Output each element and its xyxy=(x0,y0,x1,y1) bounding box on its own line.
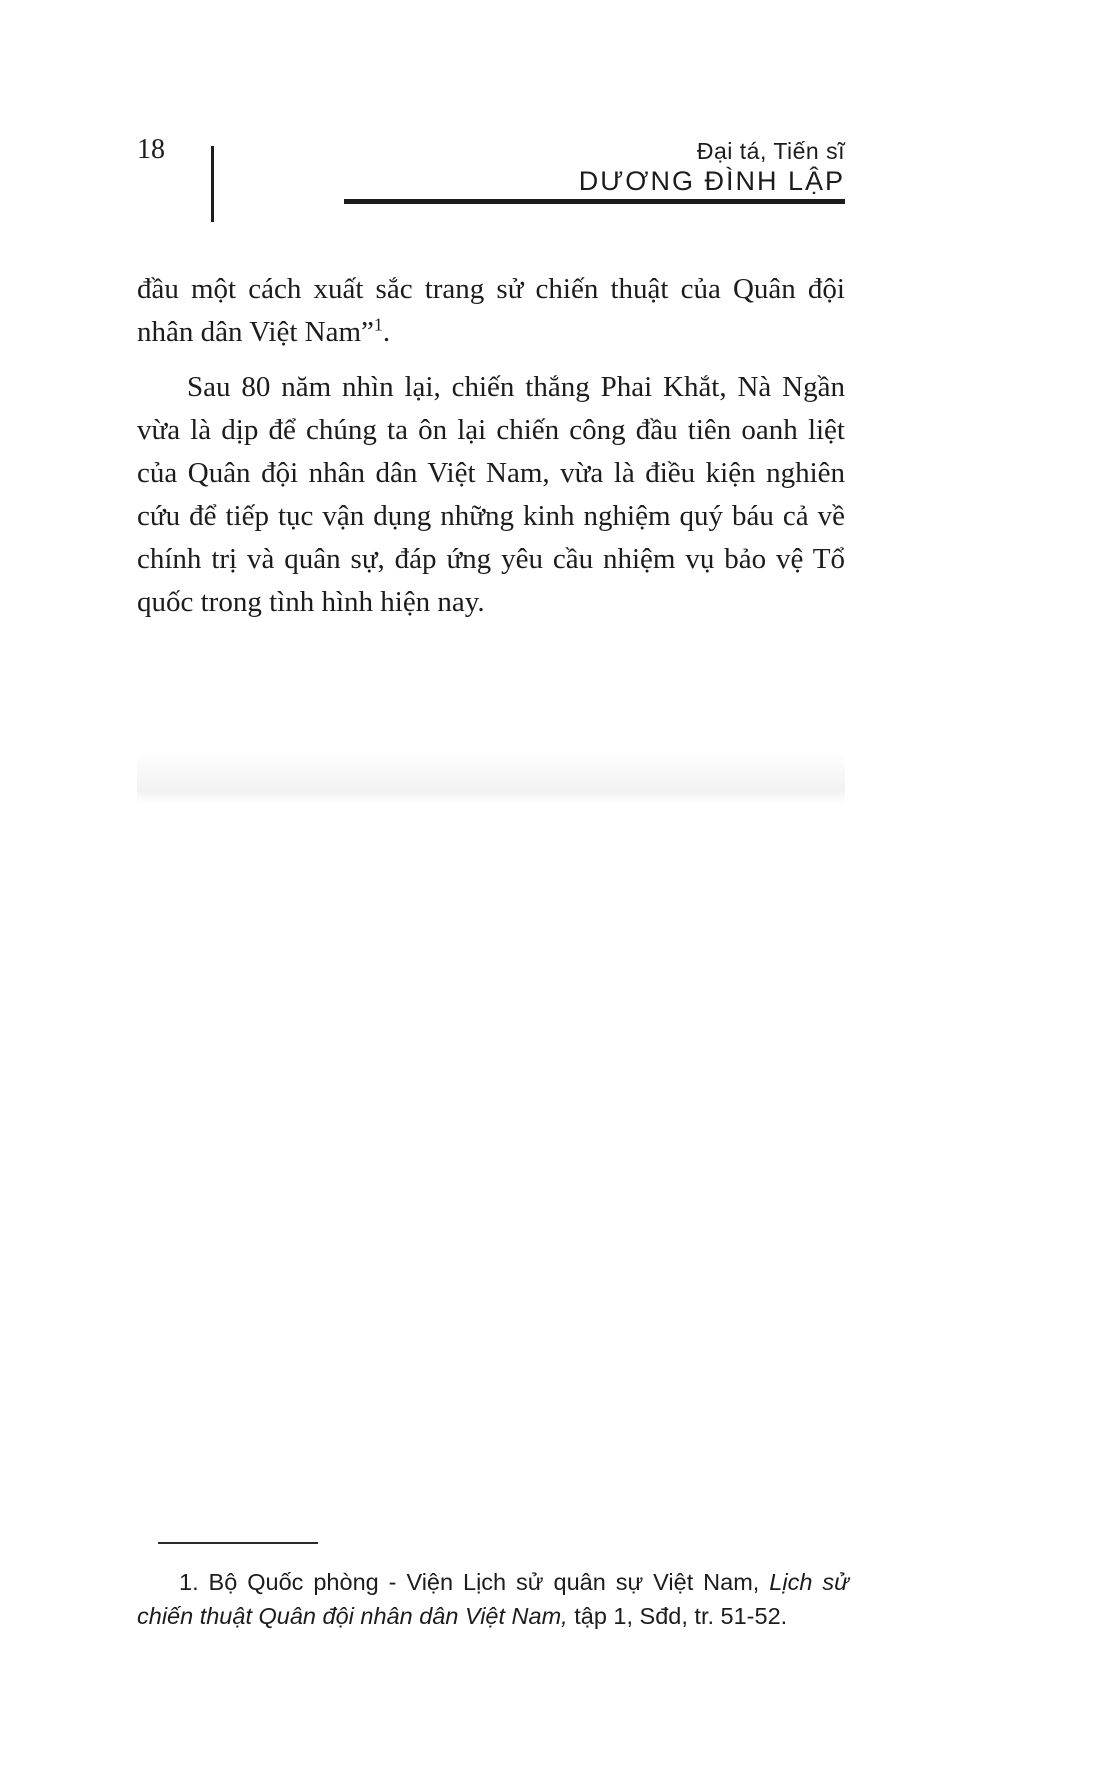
author-name: DƯƠNG ĐÌNH LẬP xyxy=(578,166,845,197)
running-header xyxy=(579,138,845,197)
header-rule xyxy=(344,199,845,204)
header-vertical-bar xyxy=(211,146,214,222)
page-number: 18 xyxy=(137,134,165,165)
paragraph-continued-text: đầu một cách xuất sắc trang sử chiến thuật của Quân đội nhân dân Việt Nam” xyxy=(137,273,845,348)
paragraph-continued xyxy=(137,268,845,354)
footnote-prefix: 1. Bộ Quốc phòng - Viện Lịch sử quân sự Việt Nam, xyxy=(179,1569,770,1595)
footnote-cited-title: Lịch sử chiến thuật Quân đội nhân dân Việt Nam, xyxy=(137,1569,849,1629)
footnote-marker: 1 xyxy=(373,314,383,335)
footnote-suffix: tập 1, Sđd, tr. 51-52. xyxy=(567,1603,788,1629)
footnote-text xyxy=(137,1565,849,1633)
footnote-separator-rule xyxy=(158,1542,318,1544)
body-text xyxy=(137,268,845,624)
paragraph-continued-period: . xyxy=(382,316,391,348)
scan-shadow-artifact xyxy=(137,752,845,804)
paragraph-new: Sau 80 năm nhìn lại, chiến thắng Phai Khắt, Nà Ngần vừa là dịp để chúng ta ôn lại chiến công đầu tiên oanh liệt của Quân đội nhân dân Việt Nam, vừa là điều kiện nghiên cứu để tiếp tục vận dụng những kinh nghiệm quý báu cả về chính trị và quân sự, đáp ứng yêu cầu nhiệm vụ bảo vệ Tổ quốc trong tình hình hiện nay. xyxy=(137,371,845,618)
author-title: Đại tá, Tiến sĩ xyxy=(696,138,845,164)
footnote xyxy=(137,1565,849,1633)
